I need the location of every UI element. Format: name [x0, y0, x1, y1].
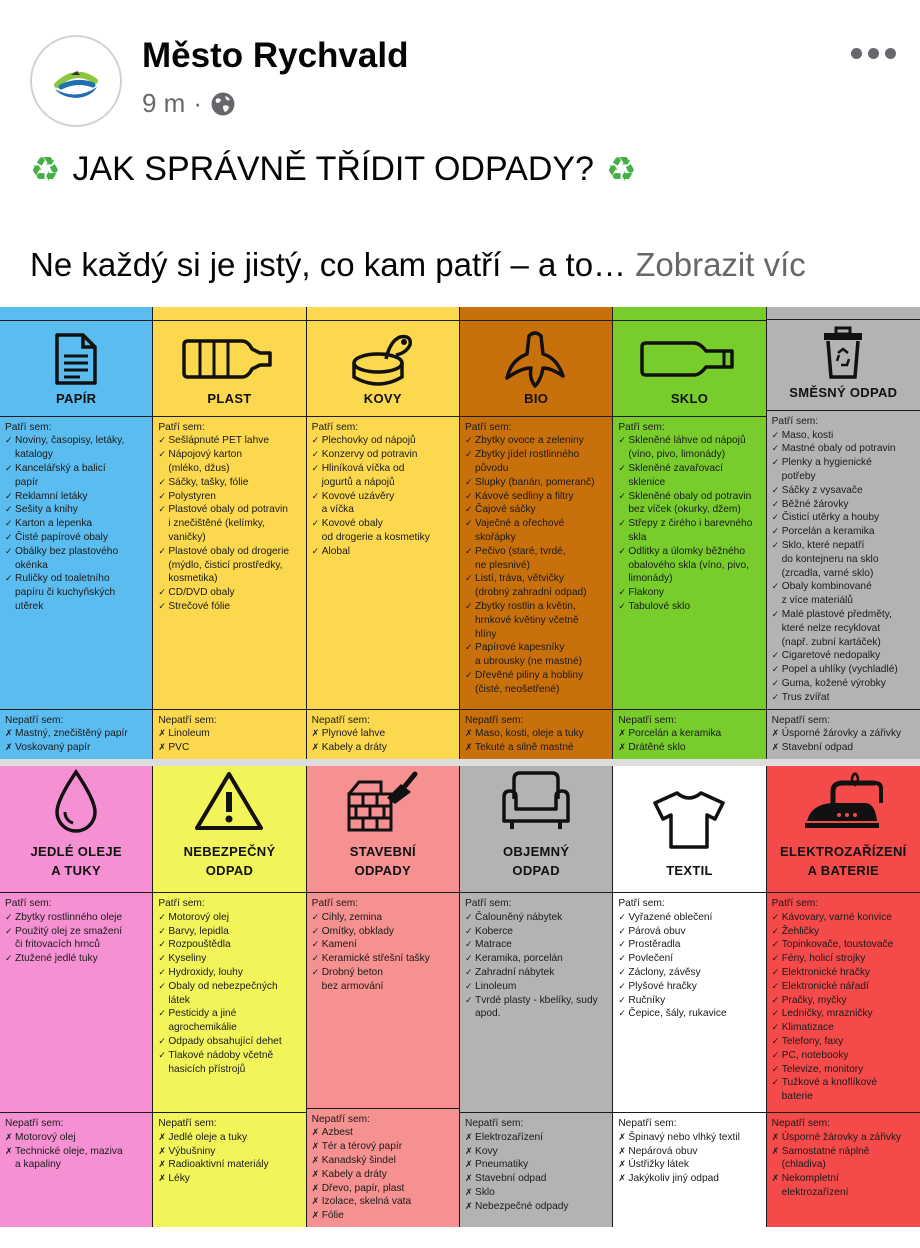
belongs-here-list: [613, 417, 765, 710]
infographic-top-row: [0, 307, 920, 759]
belongs-item: ✓ Obaly kombinované z více materiálů: [772, 580, 915, 608]
belongs-item: ✓ Obálky bez plastového okénka: [5, 545, 147, 573]
belongs-item: ✓ Cihly, zemina: [312, 911, 454, 925]
recycle-icon: ♻: [30, 149, 61, 190]
does-not-belong-label: Nepatří sem:: [771, 714, 830, 726]
belongs-item: ✓ Topinkovače, toustovače: [772, 938, 915, 952]
belongs-item: ✓ Hliníková víčka od jogurtů a nápojů: [312, 462, 454, 490]
category-column: [307, 766, 460, 1227]
does-not-belong-list: [307, 1109, 459, 1227]
does-not-belong-label: Nepatří sem:: [771, 1118, 830, 1129]
category-column: [307, 307, 460, 759]
belongs-item: ✓ Kamení: [312, 938, 454, 952]
category-title: SMĚSNÝ ODPAD: [789, 384, 898, 400]
post-teaser: Ne každý si je jistý, co kam patří – a to…: [30, 246, 636, 283]
category-column: [767, 307, 920, 759]
see-more-link[interactable]: Zobrazit víc: [635, 246, 806, 283]
category-header: [767, 766, 920, 893]
belongs-item: ✓ Zbytky rostlinného oleje: [5, 911, 147, 925]
not-belongs-item: ✗ Nepárová obuv: [618, 1145, 760, 1159]
not-belongs-item: ✗ Jakýkoliv jiný odpad: [618, 1172, 760, 1186]
category-title: NEBEZPEČNÝ ODPAD: [183, 844, 276, 878]
does-not-belong-list: [460, 1113, 612, 1218]
column-top-strip: [153, 307, 305, 321]
belongs-item: ✓ Zahradní nábytek: [465, 966, 607, 980]
belongs-here-label: Patří sem:: [464, 898, 512, 909]
bricks-trowel-icon: [345, 766, 421, 836]
not-belongs-item: ✗ Maso, kosti, oleje a tuky: [465, 727, 607, 741]
belongs-item: ✓ Sáčky, tašky, fólie: [158, 476, 300, 490]
not-belongs-item: ✗ Linoleum: [158, 727, 300, 741]
not-belongs-item: ✗ Drátěné sklo: [618, 741, 760, 755]
belongs-item: ✓ Kávovary, varné konvice: [772, 911, 915, 925]
does-not-belong-label: Nepatří sem:: [311, 1113, 370, 1125]
belongs-item: ✓ Televize, monitory: [772, 1063, 915, 1077]
belongs-here-list: [307, 417, 459, 710]
belongs-item: ✓ Tabulové sklo: [618, 600, 760, 614]
belongs-item: ✓ Sešlápnuté PET lahve: [158, 434, 300, 448]
belongs-item: ✓ Skleněné zavařovací sklenice: [618, 462, 760, 490]
belongs-item: ✓ Barvy, lepidla: [158, 925, 300, 939]
belongs-item: ✓ Dřevěné piliny a hobliny (čisté, neošetřené): [465, 669, 607, 697]
does-not-belong-list: [307, 710, 459, 759]
category-column: [460, 766, 613, 1227]
category-header: [460, 766, 612, 893]
post-meta: [142, 88, 236, 119]
belongs-item: ✓ Čisticí utěrky a houby: [772, 511, 915, 525]
does-not-belong-label: Nepatří sem:: [618, 1118, 677, 1129]
not-belongs-item: ✗ Mastný, znečištěný papír: [5, 727, 147, 741]
belongs-item: ✓ Kancelářský a balicí papír: [5, 462, 147, 490]
category-title: KOVY: [363, 390, 402, 406]
category-title: ELEKTROZAŘÍZENÍ A BATERIE: [780, 844, 907, 878]
belongs-item: ✓ Cigaretové nedopalky: [772, 649, 915, 663]
headline-text: JAK SPRÁVNĚ TŘÍDIT ODPADY?: [72, 150, 594, 188]
tshirt-icon: [651, 785, 727, 855]
belongs-item: ✓ Reklamní letáky: [5, 490, 147, 504]
belongs-item: ✓ Žehličky: [772, 925, 915, 939]
belongs-here-label: Patří sem:: [618, 421, 665, 433]
belongs-here-label: Patří sem:: [158, 898, 205, 909]
waste-sorting-infographic[interactable]: [0, 307, 920, 1227]
belongs-item: ✓ Malé plastové předměty, které nelze recyklovat (např. zubní kartáček): [772, 608, 915, 649]
column-top-strip: [0, 307, 152, 321]
belongs-item: ✓ Porcelán a keramika: [772, 525, 915, 539]
belongs-item: ✓ Guma, kožené výrobky: [772, 677, 915, 691]
not-belongs-item: ✗ Úsporné žárovky a zářivky: [772, 1131, 915, 1145]
town-logo-icon: [51, 61, 101, 101]
belongs-item: ✓ Vyřazené oblečení: [618, 911, 760, 925]
does-not-belong-label: Nepatří sem:: [158, 1118, 217, 1129]
belongs-item: ✓ Papírové kapesníky a ubrousky (ne mastné): [465, 641, 607, 669]
belongs-item: ✓ Slupky (banán, pomeranč): [465, 476, 607, 490]
category-column: [0, 766, 153, 1227]
page-name[interactable]: Město Rychvald: [142, 36, 409, 75]
does-not-belong-list: [613, 710, 765, 759]
category-header: [613, 321, 765, 417]
belongs-item: ✓ Polystyren: [158, 490, 300, 504]
belongs-item: ✓ Flakony: [618, 586, 760, 600]
category-column: [153, 766, 306, 1227]
post-text: [30, 246, 806, 284]
does-not-belong-label: Nepatří sem:: [464, 1118, 524, 1129]
category-header: [767, 320, 920, 411]
belongs-item: ✓ Tvrdé plasty - kbelíky, sudy apod.: [465, 994, 607, 1022]
not-belongs-item: ✗ Porcelán a keramika: [618, 727, 760, 741]
belongs-item: ✓ Elektronické hračky: [772, 966, 915, 980]
column-top-strip: [767, 307, 920, 320]
not-belongs-item: ✗ Nekompletní elektrozařízení: [772, 1172, 915, 1200]
category-header: [0, 321, 152, 417]
does-not-belong-list: [767, 710, 920, 759]
iron-icon: [803, 766, 883, 836]
does-not-belong-list: [153, 1113, 305, 1190]
belongs-item: ✓ Koberce: [465, 925, 607, 939]
category-column: [613, 307, 766, 759]
belongs-item: ✓ Kovové obaly od drogerie a kosmetiky: [312, 517, 454, 545]
not-belongs-item: ✗ Elektrozařízení: [465, 1131, 607, 1145]
category-title: SKLO: [670, 390, 709, 406]
does-not-belong-label: Nepatří sem:: [464, 714, 524, 726]
belongs-item: ✓ Pečivo (staré, tvrdé, ne plesnivé): [465, 545, 607, 573]
belongs-item: ✓ Odpady obsahující dehet: [158, 1035, 300, 1049]
not-belongs-item: ✗ Tér a térový papír: [312, 1140, 454, 1154]
more-options-button[interactable]: [848, 38, 898, 68]
does-not-belong-label: Nepatří sem:: [311, 714, 370, 726]
belongs-item: ✓ Tlakové nádoby včetně hasicích přístrojů: [158, 1049, 300, 1077]
belongs-item: ✓ PC, notebooky: [772, 1049, 915, 1063]
category-header: [460, 321, 612, 417]
belongs-here-list: [460, 893, 612, 1113]
armchair-icon: [500, 766, 572, 836]
category-title: PAPÍR: [56, 390, 97, 406]
belongs-item: ✓ Sklo, které nepatří do kontejneru na sklo (zrcadla, varné sklo): [772, 539, 915, 580]
belongs-item: ✓ Plastové obaly od potravin i znečištěné (kelímky, vaničky): [158, 503, 300, 544]
not-belongs-item: ✗ Kabely a dráty: [312, 741, 454, 755]
category-column: [0, 307, 153, 759]
belongs-item: ✓ Kovové uzávěry a víčka: [312, 490, 454, 518]
meta-separator: ·: [193, 88, 203, 118]
belongs-item: ✓ Matrace: [465, 938, 607, 952]
belongs-item: ✓ Tužkové a knoflíkové baterie: [772, 1076, 915, 1104]
not-belongs-item: ✗ Stavební odpad: [465, 1172, 607, 1186]
not-belongs-item: ✗ Samostatné náplně (chladiva): [772, 1145, 915, 1173]
not-belongs-item: ✗ Azbest: [312, 1126, 454, 1140]
belongs-item: ✓ Plyšové hračky: [618, 980, 760, 994]
not-belongs-item: ✗ Izolace, skelná vata: [312, 1195, 454, 1209]
belongs-item: ✓ Pesticidy a jiné agrochemikálie: [158, 1007, 300, 1035]
belongs-item: ✓ Strečové fólie: [158, 600, 300, 614]
belongs-item: ✓ Čepice, šály, rukavice: [618, 1007, 760, 1021]
belongs-item: ✓ Odlitky a úlomky běžného obalového skla (víno, pivo, limonády): [618, 545, 760, 586]
belongs-item: ✓ Párová obuv: [618, 925, 760, 939]
not-belongs-item: ✗ Úsporné žárovky a zářivky: [772, 727, 915, 741]
post-headline: [30, 150, 636, 189]
does-not-belong-label: Nepatří sem:: [158, 714, 217, 726]
belongs-here-list: [153, 417, 305, 710]
bottle-icon: [180, 329, 278, 389]
belongs-item: ✓ Rozpouštědla: [158, 938, 300, 952]
not-belongs-item: ✗ Motorový olej: [5, 1131, 147, 1145]
not-belongs-item: ✗ Výbušniny: [158, 1145, 300, 1159]
not-belongs-item: ✗ Radioaktivní materiály: [158, 1158, 300, 1172]
category-title: BIO: [524, 390, 549, 406]
globe-icon[interactable]: [210, 91, 236, 117]
not-belongs-item: ✗ Kabely a dráty: [312, 1168, 454, 1182]
category-header: [307, 321, 459, 417]
oil-drop-icon: [51, 766, 101, 836]
category-column: [460, 307, 613, 759]
belongs-item: ✓ Keramické střešní tašky: [312, 952, 454, 966]
belongs-item: ✓ Elektronické nářadí: [772, 980, 915, 994]
does-not-belong-label: Nepatří sem:: [618, 714, 677, 726]
category-title: PLAST: [207, 390, 252, 406]
dot-icon: [885, 48, 896, 59]
belongs-here-label: Patří sem:: [464, 421, 512, 433]
belongs-item: ✓ Zbytky rostlin a květin, hrnkové květiny včetně hlíny: [465, 600, 607, 641]
belongs-item: ✓ Maso, kosti: [772, 429, 915, 443]
belongs-item: ✓ Střepy z čirého i barevného skla: [618, 517, 760, 545]
belongs-item: ✓ Záclony, závěsy: [618, 966, 760, 980]
belongs-item: ✓ Skleněné obaly od potravin bez víček (okurky, džem): [618, 490, 760, 518]
belongs-item: ✓ Povlečení: [618, 952, 760, 966]
belongs-item: ✓ CD/DVD obaly: [158, 586, 300, 600]
belongs-item: ✓ Použitý olej ze smažení či fritovacích hrnců: [5, 925, 147, 953]
belongs-item: ✓ Plechovky od nápojů: [312, 434, 454, 448]
glass-bottle-icon: [638, 329, 740, 389]
belongs-item: ✓ Plastové obaly od drogerie (mýdlo, čisticí prostředky, kosmetika): [158, 545, 300, 586]
belongs-here-list: [0, 893, 152, 1113]
trash-bin-icon: [821, 323, 865, 383]
not-belongs-item: ✗ Stavební odpad: [772, 741, 915, 755]
belongs-here-list: [767, 893, 920, 1113]
belongs-item: ✓ Hydroxidy, louhy: [158, 966, 300, 980]
not-belongs-item: ✗ Tekuté a silně mastné: [465, 741, 607, 755]
belongs-item: ✓ Motorový olej: [158, 911, 300, 925]
not-belongs-item: ✗ Pneumatiky: [465, 1158, 607, 1172]
not-belongs-item: ✗ Technické oleje, maziva a kapaliny: [5, 1145, 147, 1173]
belongs-item: ✓ Nápojový karton (mléko, džus): [158, 448, 300, 476]
belongs-item: ✓ Alobal: [312, 545, 454, 559]
belongs-item: ✓ Sáčky z vysavače: [772, 484, 915, 498]
column-top-strip: [613, 307, 765, 321]
not-belongs-item: ✗ Jedlé oleje a tuky: [158, 1131, 300, 1145]
category-column: [153, 307, 306, 759]
belongs-here-label: Patří sem:: [158, 421, 205, 433]
belongs-item: ✓ Drobný beton bez armování: [312, 966, 454, 994]
belongs-item: ✓ Fény, holicí strojky: [772, 952, 915, 966]
belongs-here-list: [613, 893, 765, 1113]
belongs-item: ✓ Konzervy od potravin: [312, 448, 454, 462]
not-belongs-item: ✗ Sklo: [465, 1186, 607, 1200]
not-belongs-item: ✗ Léky: [158, 1172, 300, 1186]
does-not-belong-label: Nepatří sem:: [5, 714, 64, 726]
not-belongs-item: ✗ Kovy: [465, 1145, 607, 1159]
category-title: TEXTIL: [666, 863, 713, 878]
belongs-item: ✓ Čisté papírové obaly: [5, 531, 147, 545]
category-header: [153, 321, 305, 417]
not-belongs-item: ✗ PVC: [158, 741, 300, 755]
category-column: [613, 766, 766, 1227]
not-belongs-item: ✗ Fólie: [312, 1209, 454, 1223]
belongs-item: ✓ Ruličky od toaletního papíru či kuchyňských utěrek: [5, 572, 147, 613]
belongs-item: ✓ Klimatizace: [772, 1021, 915, 1035]
not-belongs-item: ✗ Špinavý nebo vlhký textil: [618, 1131, 760, 1145]
belongs-item: ✓ Listí, tráva, větvičky (drobný zahradní odpad): [465, 572, 607, 600]
belongs-here-label: Patří sem:: [771, 415, 819, 427]
belongs-item: ✓ Trus zvířat: [772, 691, 915, 705]
category-header: [0, 766, 152, 893]
recycle-icon: ♻: [605, 149, 637, 190]
category-header: [613, 766, 765, 893]
belongs-here-list: [0, 417, 152, 710]
belongs-item: ✓ Čalouněný nábytek: [465, 911, 607, 925]
belongs-item: ✓ Zbytky jídel rostlinného původu: [465, 448, 607, 476]
does-not-belong-label: Nepatří sem:: [5, 1118, 64, 1129]
not-belongs-item: ✗ Voskovaný papír: [5, 741, 147, 755]
category-header: [307, 766, 459, 893]
post-time[interactable]: 9 m: [142, 88, 186, 118]
category-title: STAVEBNÍ ODPADY: [349, 844, 416, 878]
belongs-here-list: [153, 893, 305, 1113]
belongs-item: ✓ Karton a lepenka: [5, 517, 147, 531]
belongs-item: ✓ Kyseliny: [158, 952, 300, 966]
banana-peel-icon: [501, 329, 571, 389]
belongs-item: ✓ Keramika, porcelán: [465, 952, 607, 966]
category-title: JEDLÉ OLEJE A TUKY: [30, 844, 122, 878]
belongs-item: ✓ Prostěradla: [618, 938, 760, 952]
belongs-item: ✓ Běžné žárovky: [772, 498, 915, 512]
belongs-item: ✓ Mastné obaly od potravin: [772, 442, 915, 456]
does-not-belong-list: [767, 1113, 920, 1204]
category-title: OBJEMNÝ ODPAD: [502, 844, 570, 878]
belongs-here-label: Patří sem:: [311, 898, 359, 909]
not-belongs-item: ✗ Nebezpečné odpady: [465, 1200, 607, 1214]
infographic-bottom-row: [0, 766, 920, 1227]
belongs-here-list: [767, 411, 920, 710]
not-belongs-item: ✗ Kanadský šindel: [312, 1154, 454, 1168]
belongs-item: ✓ Telefony, faxy: [772, 1035, 915, 1049]
belongs-item: ✓ Vaječné a ořechové skořápky: [465, 517, 607, 545]
warning-icon: [194, 766, 264, 836]
belongs-item: ✓ Popel a uhlíky (vychladlé): [772, 663, 915, 677]
belongs-item: ✓ Zbytky ovoce a zeleniny: [465, 434, 607, 448]
belongs-item: ✓ Linoleum: [465, 980, 607, 994]
page-avatar[interactable]: [30, 35, 122, 127]
not-belongs-item: ✗ Dřevo, papír, plast: [312, 1182, 454, 1196]
belongs-here-label: Patří sem:: [5, 421, 52, 433]
dot-icon: [851, 48, 862, 59]
belongs-here-label: Patří sem:: [771, 898, 819, 909]
belongs-item: ✓ Noviny, časopisy, letáky, katalogy: [5, 434, 147, 462]
does-not-belong-list: [0, 710, 152, 759]
belongs-item: ✓ Skleněné láhve od nápojů (víno, pivo, limonády): [618, 434, 760, 462]
belongs-here-list: [307, 893, 459, 1109]
does-not-belong-list: [0, 1113, 152, 1176]
belongs-item: ✓ Ztužené jedlé tuky: [5, 952, 147, 966]
dot-icon: [868, 48, 879, 59]
category-column: [767, 766, 920, 1227]
belongs-item: ✓ Ledničky, mrazničky: [772, 1007, 915, 1021]
column-top-strip: [460, 307, 612, 321]
not-belongs-item: ✗ Plynové lahve: [312, 727, 454, 741]
document-icon: [53, 329, 99, 389]
can-icon: [350, 329, 416, 389]
belongs-here-label: Patří sem:: [311, 421, 359, 433]
belongs-here-label: Patří sem:: [618, 898, 665, 909]
does-not-belong-list: [153, 710, 305, 759]
column-top-strip: [307, 307, 459, 321]
belongs-item: ✓ Ručníky: [618, 994, 760, 1008]
not-belongs-item: ✗ Ústřižky látek: [618, 1158, 760, 1172]
belongs-item: ✓ Plenky a hygienické potřeby: [772, 456, 915, 484]
belongs-item: ✓ Čajové sáčky: [465, 503, 607, 517]
belongs-item: ✓ Sešity a knihy: [5, 503, 147, 517]
does-not-belong-list: [460, 710, 612, 759]
belongs-here-list: [460, 417, 612, 710]
belongs-item: ✓ Obaly od nebezpečných látek: [158, 980, 300, 1008]
does-not-belong-list: [613, 1113, 765, 1190]
category-header: [153, 766, 305, 893]
belongs-here-label: Patří sem:: [5, 898, 52, 909]
belongs-item: ✓ Kávové sedliny a filtry: [465, 490, 607, 504]
belongs-item: ✓ Pračky, myčky: [772, 994, 915, 1008]
belongs-item: ✓ Omítky, obklady: [312, 925, 454, 939]
